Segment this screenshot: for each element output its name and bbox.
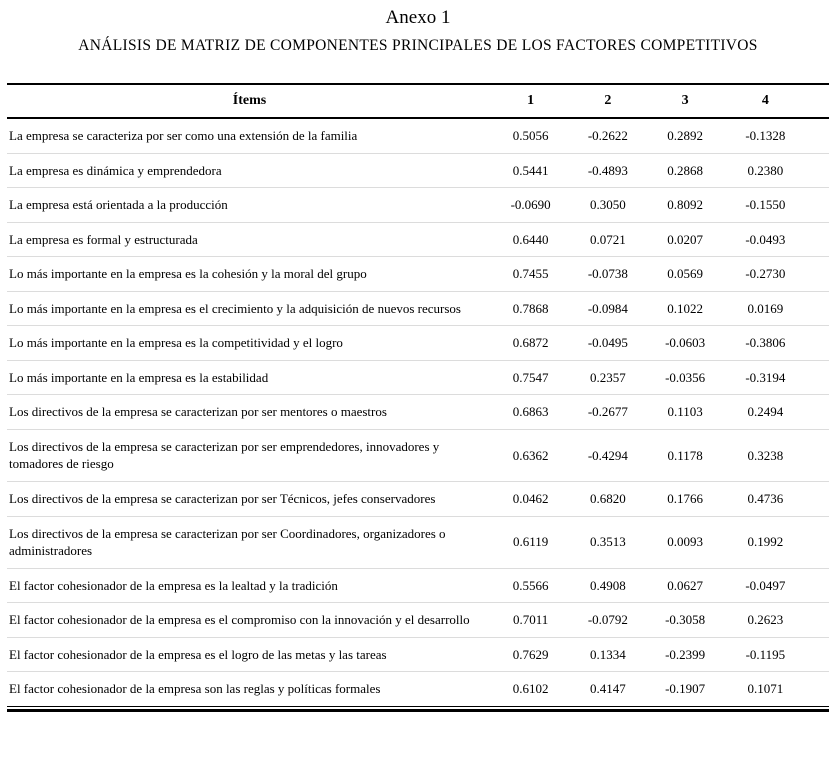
value-cell: 0.2892 bbox=[667, 128, 704, 144]
value-cell: 0.7547 bbox=[512, 369, 549, 385]
value-cell: 0.6362 bbox=[512, 447, 549, 463]
value-cell: -0.1907 bbox=[665, 681, 706, 697]
value-cell: -0.0738 bbox=[587, 266, 628, 282]
components-matrix-table bbox=[7, 83, 829, 707]
item-cell: Lo más importante en la empresa es la competitividad y el logro bbox=[9, 335, 343, 351]
value-cell: 0.5441 bbox=[512, 162, 549, 178]
value-cell: 0.3050 bbox=[590, 197, 626, 213]
value-cell: 0.0093 bbox=[667, 534, 704, 550]
value-cell: -0.0495 bbox=[587, 335, 628, 351]
value-cell: -0.2399 bbox=[665, 646, 706, 662]
item-cell: Lo más importante en la empresa es la cohesión y la moral del grupo bbox=[9, 266, 367, 282]
component-column-header: 4 bbox=[761, 93, 769, 109]
item-cell: Los directivos de la empresa se caracterizan por ser Coordinadores, organizadores o administradores bbox=[9, 525, 446, 559]
item-cell: Lo más importante en la empresa es la estabilidad bbox=[9, 369, 269, 385]
value-cell: -0.4294 bbox=[587, 447, 628, 463]
value-cell: -0.2622 bbox=[587, 128, 628, 144]
value-cell: 0.1178 bbox=[667, 447, 703, 463]
value-cell: 0.2623 bbox=[747, 612, 784, 628]
value-cell: 0.1992 bbox=[747, 534, 784, 550]
value-cell: -0.1550 bbox=[745, 197, 786, 213]
component-column-header: 1 bbox=[527, 93, 535, 109]
item-cell: El factor cohesionador de la empresa es la lealtad y la tradición bbox=[9, 577, 338, 593]
value-cell: 0.6102 bbox=[512, 681, 549, 697]
item-cell: La empresa está orientada a la producción bbox=[9, 197, 228, 213]
item-cell: Los directivos de la empresa se caracterizan por ser mentores o maestros bbox=[9, 404, 387, 420]
value-cell: 0.7629 bbox=[512, 646, 549, 662]
value-cell: 0.2868 bbox=[667, 162, 704, 178]
value-cell: 0.2380 bbox=[747, 162, 784, 178]
table-row bbox=[7, 118, 829, 153]
value-cell: 0.0169 bbox=[747, 300, 784, 316]
value-cell: -0.0497 bbox=[745, 577, 786, 593]
component-column-header: 2 bbox=[604, 93, 612, 109]
table-row bbox=[7, 326, 829, 361]
table-row bbox=[7, 222, 829, 257]
value-cell: -0.0690 bbox=[510, 197, 551, 213]
value-cell: 0.7868 bbox=[512, 300, 549, 316]
table-row bbox=[7, 637, 829, 672]
value-cell: -0.0792 bbox=[587, 612, 628, 628]
value-cell: 0.4147 bbox=[590, 681, 626, 697]
value-cell: -0.2730 bbox=[745, 266, 786, 282]
value-cell: 0.0569 bbox=[667, 266, 704, 282]
value-cell: 0.6820 bbox=[590, 491, 626, 507]
value-cell: 0.2357 bbox=[590, 369, 626, 385]
value-cell: -0.2677 bbox=[587, 404, 628, 420]
table-title: ANÁLISIS DE MATRIZ DE COMPONENTES PRINCIPALES DE LOS FACTORES COMPETITIVOS bbox=[78, 37, 758, 54]
value-cell: 0.1334 bbox=[590, 646, 626, 662]
value-cell: 0.1022 bbox=[667, 300, 704, 316]
table-row bbox=[7, 429, 829, 481]
value-cell: 0.6440 bbox=[512, 231, 549, 247]
value-cell: 0.1071 bbox=[747, 681, 784, 697]
value-cell: 0.7011 bbox=[512, 612, 549, 628]
value-cell: 0.7455 bbox=[512, 266, 549, 282]
value-cell: -0.0356 bbox=[665, 369, 706, 385]
value-cell: -0.3058 bbox=[665, 612, 706, 628]
value-cell: 0.4736 bbox=[747, 491, 784, 507]
table-row bbox=[7, 672, 829, 707]
value-cell: 0.6119 bbox=[512, 534, 549, 550]
value-cell: -0.3194 bbox=[745, 369, 786, 385]
table-row bbox=[7, 188, 829, 223]
table-row bbox=[7, 603, 829, 638]
value-cell: 0.6872 bbox=[512, 335, 549, 351]
item-cell: Lo más importante en la empresa es el crecimiento y la adquisición de nuevos recursos bbox=[9, 300, 461, 316]
table-row bbox=[7, 153, 829, 188]
value-cell: 0.2494 bbox=[747, 404, 784, 420]
value-cell: 0.5566 bbox=[512, 577, 549, 593]
item-cell: Los directivos de la empresa se caracterizan por ser Técnicos, jefes conservadores bbox=[9, 491, 436, 507]
value-cell: -0.0984 bbox=[587, 300, 628, 316]
value-cell: 0.0207 bbox=[667, 231, 704, 247]
value-cell: 0.5056 bbox=[512, 128, 549, 144]
item-cell: El factor cohesionador de la empresa son las reglas y políticas formales bbox=[9, 681, 381, 697]
value-cell: 0.0627 bbox=[667, 577, 704, 593]
item-cell: El factor cohesionador de la empresa es el logro de las metas y las tareas bbox=[9, 646, 387, 662]
annex-title: Anexo 1 bbox=[385, 7, 451, 28]
header-row bbox=[7, 84, 829, 118]
value-cell: 0.8092 bbox=[667, 197, 704, 213]
value-cell: -0.1328 bbox=[745, 128, 786, 144]
item-cell: La empresa es formal y estructurada bbox=[9, 231, 198, 247]
table-row bbox=[7, 395, 829, 430]
value-cell: 0.4908 bbox=[590, 577, 626, 593]
value-cell: 0.1766 bbox=[667, 491, 704, 507]
value-cell: 0.3513 bbox=[590, 534, 626, 550]
value-cell: 0.1103 bbox=[667, 404, 703, 420]
value-cell: -0.0493 bbox=[745, 231, 786, 247]
value-cell: -0.1195 bbox=[745, 646, 786, 662]
bottom-rule bbox=[7, 709, 829, 712]
items-column-header: Ítems bbox=[232, 93, 267, 109]
value-cell: -0.3806 bbox=[745, 335, 786, 351]
table-row bbox=[7, 516, 829, 568]
table-row bbox=[7, 568, 829, 603]
table-row bbox=[7, 257, 829, 292]
value-cell: -0.0603 bbox=[665, 335, 706, 351]
table-row bbox=[7, 291, 829, 326]
value-cell: 0.6863 bbox=[512, 404, 549, 420]
table-row bbox=[7, 360, 829, 395]
value-cell: 0.0462 bbox=[512, 491, 549, 507]
value-cell: -0.4893 bbox=[587, 162, 628, 178]
item-cell: El factor cohesionador de la empresa es el compromiso con la innovación y el desarrollo bbox=[9, 612, 470, 628]
component-column-header: 3 bbox=[681, 93, 689, 109]
item-cell: La empresa se caracteriza por ser como una extensión de la familia bbox=[9, 128, 358, 144]
table-row bbox=[7, 482, 829, 517]
value-cell: 0.0721 bbox=[590, 231, 626, 247]
value-cell: 0.3238 bbox=[747, 447, 784, 463]
item-cell: La empresa es dinámica y emprendedora bbox=[9, 162, 222, 178]
item-cell: Los directivos de la empresa se caracterizan por ser emprendedores, innovadores y tomadores de riesgo bbox=[9, 438, 440, 472]
